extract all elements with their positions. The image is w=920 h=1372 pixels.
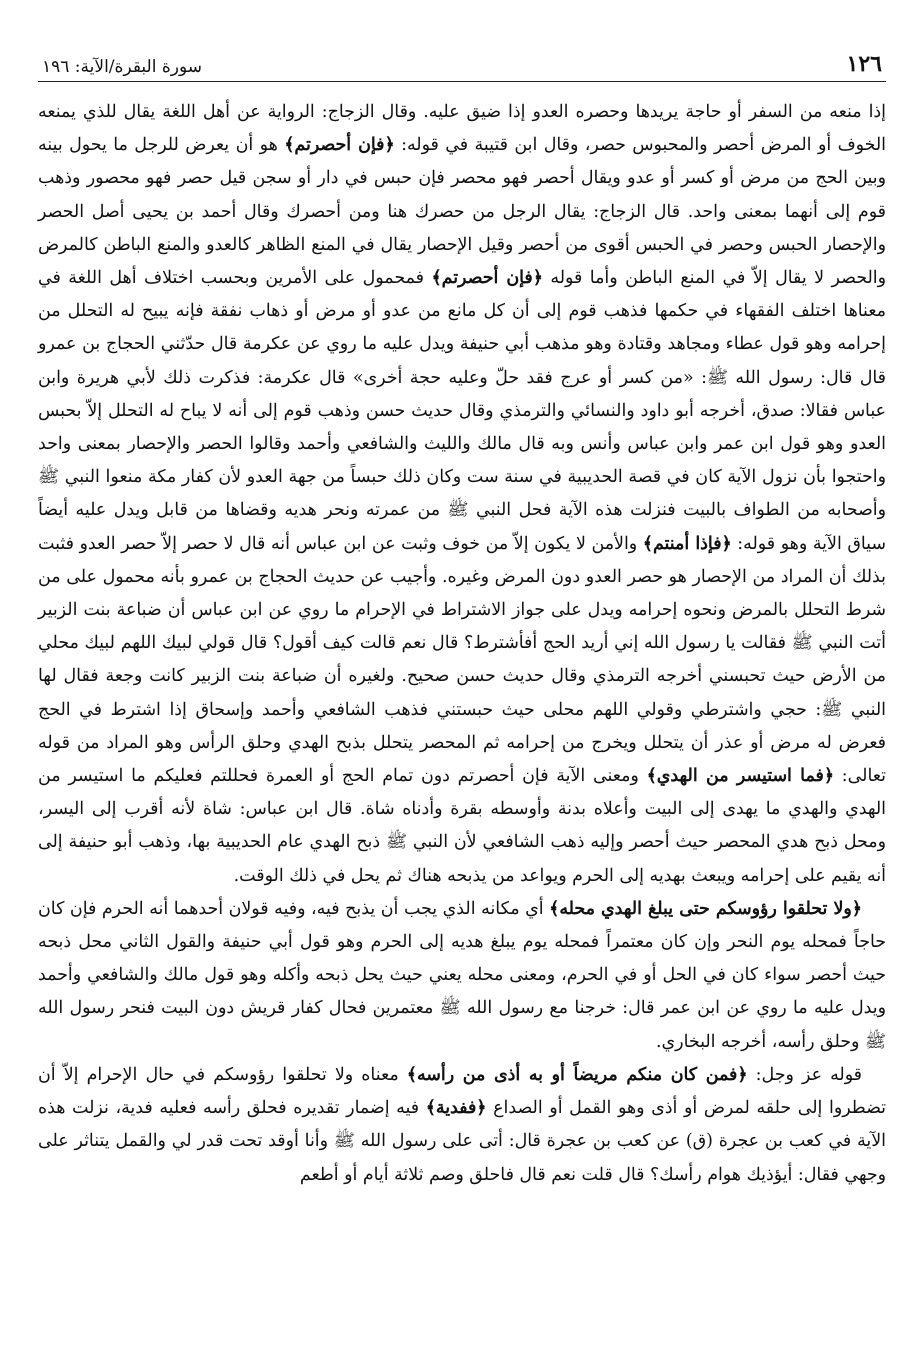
book-page bbox=[38, 46, 886, 1346]
page-header bbox=[38, 46, 886, 82]
paragraph-3 bbox=[38, 1059, 886, 1192]
page-number: ١٢٦ bbox=[846, 51, 882, 77]
text-run: والأمن لا يكون إلاّ من خوف وثبت عن ابن عباس أنه قال لا حصر إلاّ حصر العدو فثبت بذلك أن المراد من الإحصار هو حصر العدو دون المرض وغيره. وأجيب عن حديث الحجاج بن عمرو بأنه محمول على من شرط التحلل بالمرض ونحوه إحرامه ويدل على جواز الاشتراط في الإحرام ما روي عن ابن عباس أن ضباعة بنت الزبير أتت النبي ﷺ فقالت يا رسول الله إني أريد الحج أفأشترط؟ قال نعم قالت كيف أقول؟ قال قولي لبيك اللهم لبيك محلي من الأرض حيث تحبسني أخرجه الترمذي وقال حديث حسن صحيح. ولغيره أن ضباعة بنت الزبير كانت وجعة فقال لها النبي ﷺ: حجي واشترطي وقولي اللهم محلى حيث حبستني فذهب الشافعي وأحمد وإسحاق إذا اشترط في الحج فعرض له مرض أو عذر أن يتحلل ويخرج من إحرامه ثم المحصر يتحلل بذبح الهدي وحلق الرأس وهو المراد من قوله تعالى: bbox=[38, 533, 886, 787]
text-run: هو أن يعرض للرجل ما يحول بينه وبين الحج من مرض أو كسر أو عدو ويقال أحصر فهو محصر فإن حبس في دار أو سجن قيل حصر فهو محصور وذهب قوم إلى أنهما بمعنى واحد. قال الزجاج: يقال الرجل من حصرك هنا ومن أحصرك وقال أحمد بن يحيى أصل الحصر والإحصار الحبس وحصر في الحبس أقوى من أحصر وقيل الإحصار يقال في المنع الظاهر كالعدو والمنع الباطن كالمرض والحصر لا يقال إلاّ في المنع الباطن وأما قوله bbox=[38, 135, 886, 289]
quran-quote: ﴿فمن كان منكم مريضاً أو به أذى من رأسه﴾ bbox=[406, 1064, 748, 1085]
text-run: معناه ولا تحلقوا رؤوسكم في حال الإحرام إلاّ أن تضطروا إلى حلقه لمرض أو أذى وهو القمل أو الصداع bbox=[38, 1064, 886, 1119]
paragraph-1 bbox=[38, 96, 886, 893]
quran-quote: ﴿فإن أحصرتم﴾ bbox=[284, 135, 395, 156]
quran-quote: ﴿ففدية﴾ bbox=[425, 1098, 487, 1119]
paragraph-2 bbox=[38, 893, 886, 1059]
text-run: ومعنى الآية فإن أحصرتم دون تمام الحج أو العمرة فحللتم فعليكم ما استيسر من الهدي والهدي ما يهدى إلى البيت وأعلاه بدنة وأوسطه بقرة وأدناه شاة. قال ابن عباس: شاة لأنه أقرب إلى اليسر، ومحل ذبح هدي المحصر حيث أحصر وإليه ذهب الشافعي لأن النبي ﷺ ذبح الهدي عام الحديبية بها، وذهب أبو حنيفة إلى أنه يقيم على إحرامه ويبعث بهديه إلى الحرم ويواعد من يذبحه هناك ثم يحل في ذلك الوقت. bbox=[38, 766, 886, 886]
quran-quote: ﴿ولا تحلقوا رؤوسكم حتى يبلغ الهدي محله﴾ bbox=[549, 898, 862, 919]
body-text bbox=[38, 96, 886, 1192]
quran-quote: ﴿فما استيسر من الهدي﴾ bbox=[646, 766, 835, 787]
quran-quote: ﴿فإن أحصرتم﴾ bbox=[431, 268, 543, 289]
quran-quote: ﴿فإذا أمنتم﴾ bbox=[642, 533, 732, 554]
text-run: فمحمول على الأمرين وبحسب اختلاف أهل اللغة في معناها اختلف الفقهاء في حكمها فذهب قوم إلى أن كل مانع من عدو أو مرض أو ذهاب نفقة فإنه يبيح له التحلل من إحرامه وهو قول عطاء ومجاهد وقتادة وهو مذهب أبي حنيفة ويدل عليه ما روي عن عكرمة قال حدّثني الحجاج بن عمرو قال قال: رسول الله ﷺ: «من كسر أو عرج فقد حلّ وعليه حجة أخرى» قال عكرمة: فذكرت ذلك لأبي هريرة وابن عباس فقالا: صدق، أخرجه أبو داود والنسائي والترمذي وقال حديث حسن وذهب قوم إلى أنه لا يباح له التحلل إلاّ بحبس العدو وهو قول ابن عمر وابن عباس وأنس وبه قال مالك والليث والشافعي وأحمد وقالوا الحصر والإحصار بمعنى واحد واحتجوا بأن نزول الآية كان في قصة الحديبية في سنة ست وكان ذلك حبساً من جهة العدو لأن كفار مكة منعوا النبي ﷺ وأصحابه من الطواف بالبيت فنزلت هذه الآية فحل النبي ﷺ من عمرته ونحر هديه وقضاها من قابل ويدل عليه أيضاً سياق الآية وهو قوله: bbox=[38, 268, 886, 554]
text-run: إذا منعه من السفر أو حاجة يريدها وحصره العدو إذا ضيق عليه. وقال الزجاج: الرواية عن أهل اللغة يقال للذي يمنعه الخوف أو المرض أحصر والمحبوس حصر، وقال ابن قتيبة في قوله: bbox=[38, 102, 886, 156]
text-run: أي مكانه الذي يجب أن يذبح فيه، وفيه قولان أحدهما أنه الحرم فإن كان حاجاً فمحله يوم النحر وإن كان معتمراً فمحله يوم يبلغ هديه إلى الحرم وهو قول أبي حنيفة والقول الثاني محل ذبحه حيث أحصر سواء كان في الحل أو في الحرم، ومعنى محله يعني حيث يحل ذبحه وأكله وهو قول مالك والشافعي وأحمد ويدل عليه ما روي عن ابن عمر قال: خرجنا مع رسول الله ﷺ معتمرين فحال كفار قريش دون البيت فنحر رسول الله ﷺ وحلق رأسه، أخرجه البخاري. bbox=[38, 898, 886, 1052]
text-run: فيه إضمار تقديره فحلق رأسه فعليه فدية، نزلت هذه الآية في كعب بن عجرة (ق) عن كعب بن عجرة قال: أتى على رسول الله ﷺ وأنا أوقد تحت قدر لي والقمل يتناثر على وجهي فقال: أيؤذيك هوام رأسك؟ قال قلت نعم قال فاحلق وصم ثلاثة أيام أو أطعم bbox=[38, 1098, 886, 1185]
text-run: قوله عز وجل: bbox=[747, 1064, 862, 1085]
running-title: سورة البقرة/الآية: ١٩٦ bbox=[42, 57, 202, 77]
